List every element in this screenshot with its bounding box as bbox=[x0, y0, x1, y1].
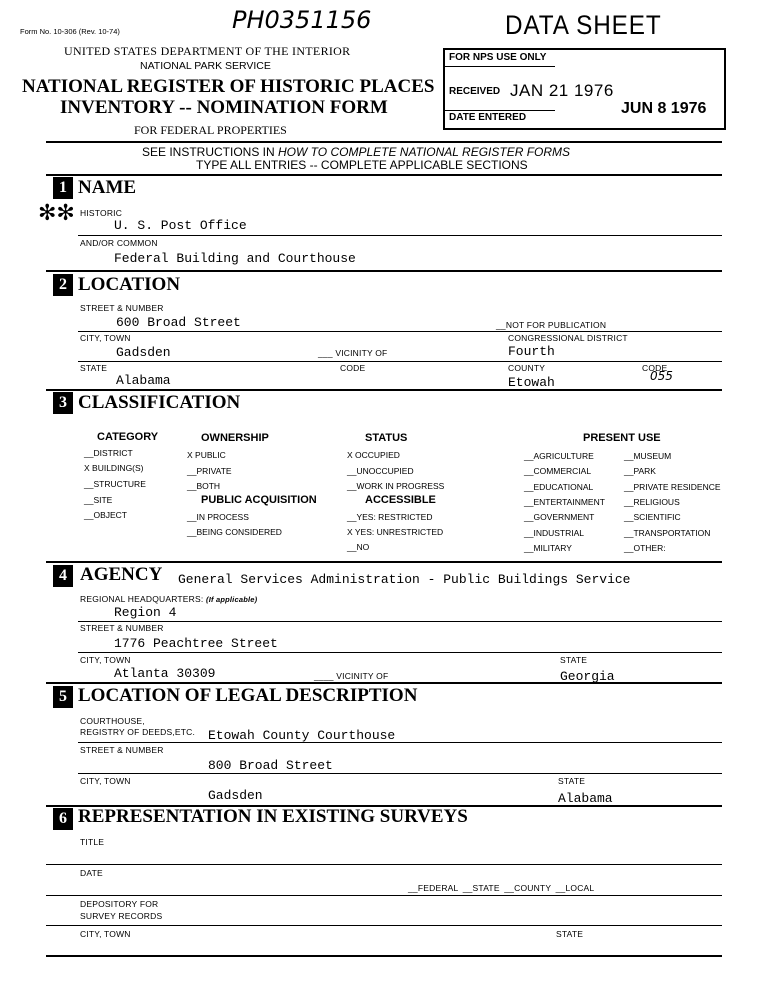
courthouse-label-2: REGISTRY OF DEEDS,ETC. bbox=[80, 727, 196, 737]
section-1-number: 1 bbox=[53, 177, 73, 199]
use-other[interactable]: __OTHER: bbox=[624, 543, 666, 553]
accessible-unrestricted[interactable]: X YES: UNRESTRICTED bbox=[347, 527, 444, 537]
street-label: STREET & NUMBER bbox=[80, 303, 164, 313]
hq-label bbox=[80, 594, 257, 604]
section-4-title: AGENCY bbox=[80, 564, 163, 585]
common-value: Federal Building and Courthouse bbox=[114, 251, 356, 266]
instructions-line1 bbox=[142, 145, 570, 159]
use-industrial[interactable]: __INDUSTRIAL bbox=[524, 528, 584, 538]
category-header: CATEGORY bbox=[97, 431, 159, 443]
congress-label: CONGRESSIONAL DISTRICT bbox=[508, 333, 628, 343]
common-label: AND/OR COMMON bbox=[80, 238, 158, 248]
category-site[interactable]: __SITE bbox=[84, 495, 113, 505]
courthouse-label-1: COURTHOUSE, bbox=[80, 716, 145, 726]
use-entertainment[interactable]: __ENTERTAINMENT bbox=[524, 497, 605, 507]
historic-label: HISTORIC bbox=[80, 208, 123, 218]
agency-street-label: STREET & NUMBER bbox=[80, 623, 164, 633]
city-value: Gadsden bbox=[116, 345, 171, 360]
congress-value: Fourth bbox=[508, 344, 555, 359]
status-work-in-progress[interactable]: __WORK IN PROGRESS bbox=[347, 481, 445, 491]
accessible-restricted[interactable]: __YES: RESTRICTED bbox=[347, 512, 433, 522]
section-4-number: 4 bbox=[53, 565, 73, 587]
form-title-line2: INVENTORY -- NOMINATION FORM bbox=[60, 97, 388, 118]
use-agriculture[interactable]: __AGRICULTURE bbox=[524, 451, 594, 461]
ownership-header: OWNERSHIP bbox=[201, 432, 269, 444]
ownership-public[interactable]: X PUBLIC bbox=[187, 450, 226, 460]
legal-street-label: STREET & NUMBER bbox=[80, 745, 164, 755]
legal-state-label: STATE bbox=[558, 776, 586, 786]
legal-street-value: 800 Broad Street bbox=[208, 758, 333, 773]
depository-label-2: SURVEY RECORDS bbox=[80, 911, 163, 921]
category-district[interactable]: __DISTRICT bbox=[84, 448, 133, 458]
section-5-title: LOCATION OF LEGAL DESCRIPTION bbox=[78, 685, 418, 706]
section-2-title: LOCATION bbox=[78, 274, 181, 295]
use-museum[interactable]: __MUSEUM bbox=[624, 451, 672, 461]
status-header: STATUS bbox=[365, 432, 408, 444]
legal-city-value: Gadsden bbox=[208, 788, 263, 803]
section-3-number: 3 bbox=[53, 392, 73, 414]
county-code-value: 055 bbox=[650, 369, 673, 383]
state-label: STATE bbox=[80, 363, 108, 373]
acquisition-being-considered[interactable]: __BEING CONSIDERED bbox=[187, 527, 282, 537]
agency-street-value: 1776 Peachtree Street bbox=[114, 636, 278, 651]
category-buildings[interactable]: X BUILDING(S) bbox=[84, 463, 144, 473]
nps-box-label: FOR NPS USE ONLY bbox=[449, 52, 547, 63]
survey-title-label: TITLE bbox=[80, 837, 105, 847]
agency-city-value: Atlanta 30309 bbox=[114, 666, 216, 681]
use-government[interactable]: __GOVERNMENT bbox=[524, 512, 595, 522]
legal-city-label: CITY, TOWN bbox=[80, 776, 131, 786]
not-for-publication: __NOT FOR PUBLICATION bbox=[496, 320, 607, 330]
survey-date-label: DATE bbox=[80, 868, 103, 878]
ownership-both[interactable]: __BOTH bbox=[187, 481, 221, 491]
section-1-title: NAME bbox=[78, 177, 137, 198]
use-private-residence[interactable]: __PRIVATE RESIDENCE bbox=[624, 482, 721, 492]
use-educational[interactable]: __EDUCATIONAL bbox=[524, 482, 594, 492]
status-occupied[interactable]: X OCCUPIED bbox=[347, 450, 400, 460]
ownership-private[interactable]: __PRIVATE bbox=[187, 466, 232, 476]
department-line: UNITED STATES DEPARTMENT OF THE INTERIOR bbox=[64, 44, 351, 58]
form-subtitle: FOR FEDERAL PROPERTIES bbox=[134, 123, 287, 137]
instructions-line2: TYPE ALL ENTRIES -- COMPLETE APPLICABLE SECTIONS bbox=[196, 158, 528, 172]
service-line: NATIONAL PARK SERVICE bbox=[140, 60, 271, 72]
hq-note: (If applicable) bbox=[206, 595, 258, 604]
section-6-title: REPRESENTATION IN EXISTING SURVEYS bbox=[78, 806, 468, 827]
instructions-italic: HOW TO COMPLETE NATIONAL REGISTER FORMS bbox=[278, 145, 571, 159]
present-use-header: PRESENT USE bbox=[583, 432, 661, 444]
form-title-line1: NATIONAL REGISTER OF HISTORIC PLACES bbox=[22, 76, 435, 97]
accessible-header: ACCESSIBLE bbox=[365, 494, 436, 506]
section-5-number: 5 bbox=[53, 686, 73, 708]
code2-label: CODE bbox=[642, 363, 668, 373]
data-sheet-title: DATA SHEET bbox=[505, 10, 662, 40]
use-transportation[interactable]: __TRANSPORTATION bbox=[624, 528, 711, 538]
section-2-number: 2 bbox=[53, 274, 73, 296]
survey-city-label: CITY, TOWN bbox=[80, 929, 131, 939]
use-park[interactable]: __PARK bbox=[624, 466, 656, 476]
code-label: CODE bbox=[340, 363, 366, 373]
street-value: 600 Broad Street bbox=[116, 315, 241, 330]
category-object[interactable]: __OBJECT bbox=[84, 510, 127, 520]
survey-levels: __FEDERAL __STATE __COUNTY __LOCAL bbox=[408, 883, 595, 893]
legal-state-value: Alabama bbox=[558, 791, 613, 806]
state-value: Alabama bbox=[116, 373, 171, 388]
section-6-number: 6 bbox=[53, 808, 73, 830]
county-value: Etowah bbox=[508, 375, 555, 390]
survey-state-label: STATE bbox=[556, 929, 584, 939]
received-stamp: JAN 21 1976 bbox=[510, 81, 614, 100]
courthouse-value: Etowah County Courthouse bbox=[208, 728, 396, 743]
use-military[interactable]: __MILITARY bbox=[524, 543, 572, 553]
nps-use-box bbox=[443, 48, 726, 130]
category-structure[interactable]: __STRUCTURE bbox=[84, 479, 146, 489]
handwritten-mark: ✻✻ bbox=[38, 200, 75, 225]
county-label: COUNTY bbox=[508, 363, 546, 373]
agency-value: General Services Administration - Public Buildings Service bbox=[178, 572, 631, 587]
form-number: Form No. 10-306 (Rev. 10-74) bbox=[20, 27, 120, 36]
date-entered-label: DATE ENTERED bbox=[449, 112, 527, 123]
instructions-prefix: SEE INSTRUCTIONS IN bbox=[142, 145, 279, 159]
use-commercial[interactable]: __COMMERCIAL bbox=[524, 466, 592, 476]
vicinity-of: ___ VICINITY OF bbox=[318, 348, 388, 358]
agency-vicinity-of: ____ VICINITY OF bbox=[314, 671, 389, 681]
agency-state-value: Georgia bbox=[560, 669, 615, 684]
received-label: RECEIVED bbox=[449, 86, 501, 97]
agency-city-label: CITY, TOWN bbox=[80, 655, 131, 665]
section-3-title: CLASSIFICATION bbox=[78, 392, 241, 413]
use-scientific[interactable]: __SCIENTIFIC bbox=[624, 512, 681, 522]
handwritten-id: PH0351156 bbox=[232, 6, 372, 34]
city-label: CITY, TOWN bbox=[80, 333, 131, 343]
use-religious[interactable]: __RELIGIOUS bbox=[624, 497, 680, 507]
depository-label-1: DEPOSITORY FOR bbox=[80, 899, 159, 909]
public-acquisition-header: PUBLIC ACQUISITION bbox=[201, 494, 317, 506]
hq-label-text: REGIONAL HEADQUARTERS: bbox=[80, 594, 204, 604]
status-unoccupied[interactable]: __UNOCCUPIED bbox=[347, 466, 414, 476]
hq-value: Region 4 bbox=[114, 605, 177, 620]
historic-value: U. S. Post Office bbox=[114, 218, 247, 233]
accessible-no[interactable]: __NO bbox=[347, 542, 370, 552]
agency-state-label: STATE bbox=[560, 655, 588, 665]
date-entered-stamp: JUN 8 1976 bbox=[621, 100, 707, 117]
acquisition-in-process[interactable]: __IN PROCESS bbox=[187, 512, 249, 522]
